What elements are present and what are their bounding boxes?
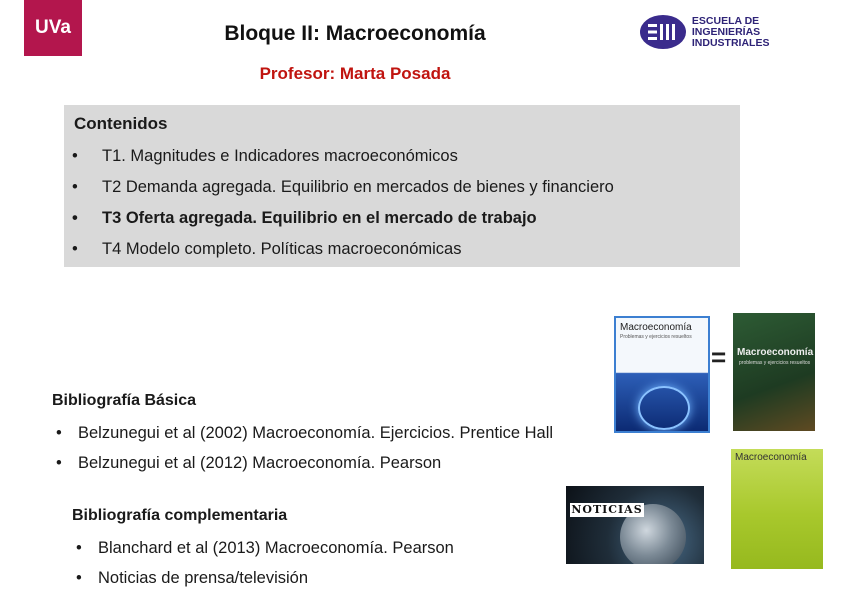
uva-logo-text: UVa [35, 17, 71, 38]
contents-heading: Contenidos [74, 114, 168, 133]
book2-title: Macroeconomía [737, 347, 814, 358]
equals-sign: = [711, 342, 727, 372]
book3-title: Macroeconomía [735, 452, 807, 463]
basic-bibliography-item: • Belzunegui et al (2012) Macroeconomía. Pearson [52, 452, 553, 482]
contents-item-t2: • T2 Demanda agregada. Equilibrio en mercados de bienes y financiero [64, 176, 614, 207]
news-image [566, 486, 704, 564]
contents-item-t1: • T1. Magnitudes e Indicadores macroeconómicos [64, 145, 614, 176]
contents-item-t4: • T4 Modelo completo. Políticas macroeconómicas [64, 238, 614, 269]
school-name-line1: ESCUELA DE INGENIERÍAS [691, 14, 761, 38]
contents-box [64, 105, 740, 267]
professor-name: Profesor: Marta Posada [259, 64, 451, 83]
complementary-bibliography-item: • Blanchard et al (2013) Macroeconomía. Pearson [72, 537, 454, 567]
school-logo [640, 12, 830, 52]
complementary-bibliography-item: • Noticias de prensa/televisión [72, 567, 454, 597]
globe-graphic-icon [638, 386, 690, 430]
book1-title: Macroeconomía [620, 322, 692, 333]
book2-subtitle: problemas y ejercicios resueltos [739, 360, 811, 366]
uva-logo [24, 0, 82, 56]
basic-bibliography-title: Bibliografía Básica [52, 392, 197, 409]
book-cover-problemas [733, 313, 815, 431]
book-cover-ejercicios [614, 316, 710, 433]
school-emblem-icon [640, 15, 686, 49]
contents-list [64, 145, 614, 269]
book-cover-blanchard [731, 449, 823, 569]
contents-item-t3: • T3 Oferta agregada. Equilibrio en el mercado de trabajo [64, 207, 614, 238]
basic-bibliography-list [52, 422, 553, 482]
complementary-bibliography-title: Bibliografía complementaria [72, 507, 288, 524]
basic-bibliography-item: • Belzunegui et al (2002) Macroeconomía. Ejercicios. Prentice Hall [52, 422, 553, 452]
school-name-line2: INDUSTRIALES [691, 36, 770, 49]
complementary-bibliography-list [72, 537, 454, 597]
news-label: NOTICIAS [571, 503, 643, 516]
book1-subtitle: Problemas y ejercicios resueltos [620, 334, 692, 340]
slide-title: Bloque II: Macroeconomía [224, 22, 486, 45]
